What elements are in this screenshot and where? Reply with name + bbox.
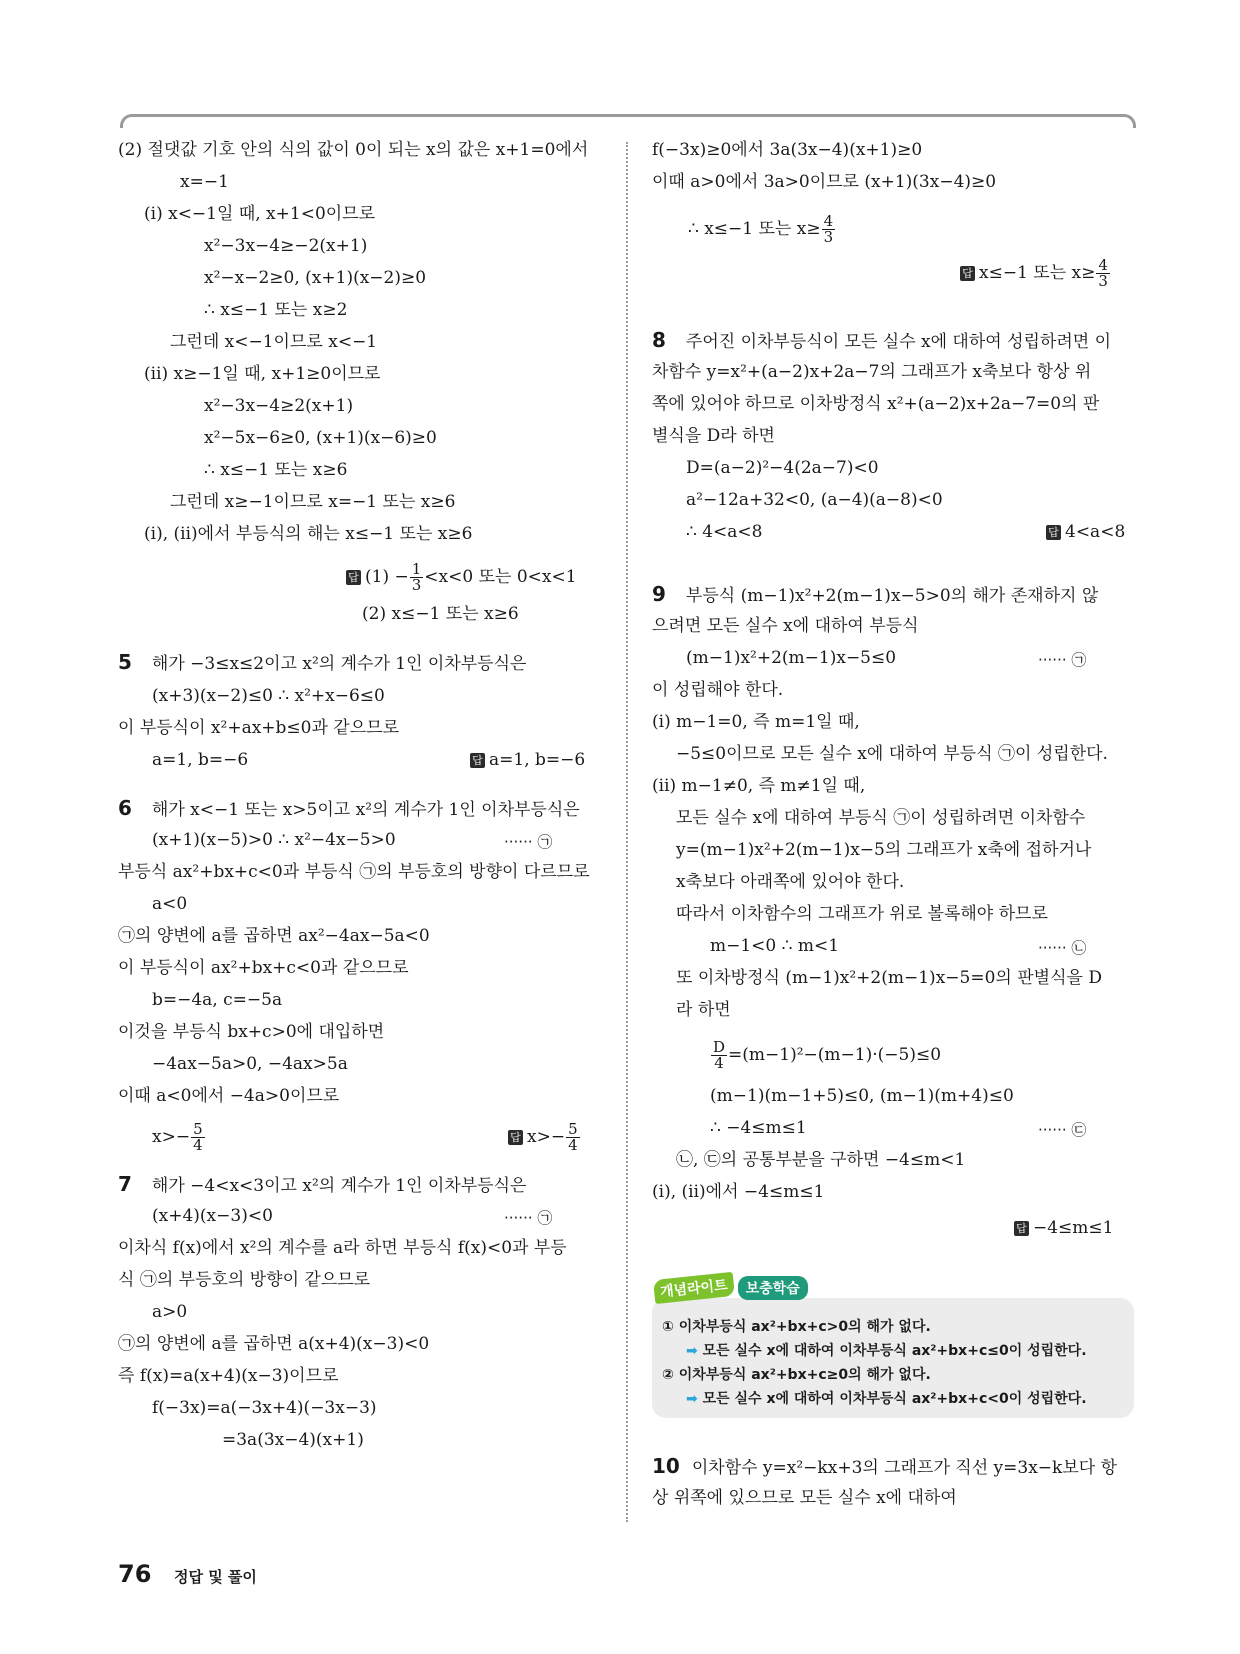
text-line: 이때 a<0에서 −4a>0이므로 (118, 1086, 340, 1106)
text-line: m−1<0 ∴ m<1 (710, 936, 840, 956)
problem-7 (118, 1174, 526, 1196)
text-line: f(−3x)=a(−3x+4)(−3x−3) (152, 1398, 377, 1418)
equation-marker: ······ ㉠ (504, 833, 553, 851)
text-line: (m−1)(m−1+5)≤0, (m−1)(m+4)≤0 (710, 1086, 1014, 1106)
page-number: 76 (118, 1560, 152, 1588)
answer-text: a=1, b=−6 (489, 750, 586, 770)
tip-badge-brand: 개념라이트 (653, 1272, 735, 1304)
problem-number: 7 (118, 1172, 132, 1196)
equation-marker: ······ ㉠ (1038, 651, 1087, 669)
text-line: b=−4a, c=−5a (152, 990, 283, 1010)
answer-text: 4<a<8 (1065, 522, 1126, 542)
text-line: y=(m−1)x²+2(m−1)x−5의 그래프가 x축에 접하거나 (676, 840, 1092, 860)
fraction (410, 562, 424, 593)
problem-number: 10 (652, 1454, 680, 1478)
text-line: 식 ㉠의 부등호의 방향이 같으므로 (118, 1270, 371, 1290)
text-line: (ⅱ) x≥−1일 때, x+1≥0이므로 (144, 364, 381, 384)
text-line: ㉡, ㉢의 공통부분을 구하면 −4≤m<1 (676, 1150, 966, 1170)
tip-line: ② 이차부등식 ax²+bx+c≥0의 해가 없다. (662, 1367, 931, 1383)
denominator: 3 (1098, 272, 1108, 290)
text-line: (x+1)(x−5)>0 ∴ x²−4x−5>0 (152, 830, 396, 850)
numerator: 1 (411, 560, 422, 578)
text-line: ∴ 4<a<8 (686, 522, 763, 542)
text-line: 모든 실수 x에 대하여 부등식 ㉠이 성립하려면 이차함수 (676, 808, 1086, 828)
text-line: (ⅰ), (ⅱ)에서 −4≤m≤1 (652, 1182, 825, 1202)
text-line: (2) 절댓값 기호 안의 식의 값이 0이 되는 x의 값은 x+1=0에서 (118, 140, 589, 160)
problem-6 (118, 798, 580, 820)
answer-line (1046, 522, 1125, 542)
answer-text: −4≤m≤1 (1033, 1218, 1114, 1238)
text-line (152, 1122, 206, 1153)
problem-5 (118, 652, 526, 674)
tip-line (686, 1340, 1087, 1360)
text-line: 해가 x<−1 또는 x>5이고 x²의 계수가 1인 이차부등식은 (151, 800, 580, 820)
answer-line (346, 562, 577, 593)
equation-marker: ······ ㉢ (1038, 1121, 1087, 1139)
answer-text: <x<0 또는 0<x<1 (424, 567, 577, 587)
tip-text: 모든 실수 x에 대하여 이차부등식 ax²+bx+c<0이 성립한다. (702, 1391, 1087, 1407)
tip-text: 모든 실수 x에 대하여 이차부등식 ax²+bx+c≤0이 성립한다. (702, 1343, 1087, 1359)
text-line: 해가 −4<x<3이고 x²의 계수가 1인 이차부등식은 (151, 1176, 527, 1196)
fraction (822, 214, 836, 245)
text-line: 부등식 ax²+bx+c<0과 부등식 ㉠의 부등호의 방향이 다르므로 (118, 862, 590, 882)
tip-badge (654, 1276, 808, 1300)
text-line: ∴ x≤−1 또는 x≥2 (204, 300, 348, 320)
problem-number: 5 (118, 650, 132, 674)
answer-text: x>− (527, 1127, 566, 1147)
denominator: 3 (411, 576, 422, 594)
text-line: 이 부등식이 x²+ax+b≤0과 같으므로 (118, 718, 399, 738)
text-line: 이 성립해야 한다. (652, 680, 784, 700)
text-line: =3a(3x−4)(x+1) (222, 1430, 364, 1450)
answer-icon: 답 (508, 1130, 523, 1145)
text-line: 별식을 D라 하면 (652, 426, 775, 446)
text-line: −5≤0이므로 모든 실수 x에 대하여 부등식 ㉠이 성립한다. (676, 744, 1108, 764)
arrow-icon: ➡ (686, 1391, 698, 1407)
text-line: 그런데 x<−1이므로 x<−1 (170, 332, 378, 352)
problem-number: 9 (652, 582, 666, 606)
tip-box (652, 1298, 1134, 1418)
fraction (566, 1122, 580, 1153)
text-line: 상 위쪽에 있으므로 모든 실수 x에 대하여 (652, 1488, 957, 1508)
denominator: 4 (714, 1054, 724, 1072)
equation-marker: ······ ㉡ (1038, 939, 1087, 957)
text-line: 이 부등식이 ax²+bx+c<0과 같으므로 (118, 958, 409, 978)
text-line: −4ax−5a>0, −4ax>5a (152, 1054, 348, 1074)
text-line: 또 이차방정식 (m−1)x²+2(m−1)x−5=0의 판별식을 D (676, 968, 1102, 988)
text-line: (ⅰ), (ⅱ)에서 부등식의 해는 x≤−1 또는 x≥6 (144, 524, 473, 544)
text-line: 쪽에 있어야 하므로 이차방정식 x²+(a−2)x+2a−7=0의 판 (652, 394, 1100, 414)
text-line: x²−x−2≥0, (x+1)(x−2)≥0 (204, 268, 427, 288)
answer-icon: 답 (1014, 1221, 1029, 1236)
column-divider (626, 142, 628, 1522)
problem-10 (652, 1456, 1117, 1478)
answer-line (508, 1122, 581, 1153)
denominator: 4 (193, 1136, 203, 1154)
text-line: x²−3x−4≥−2(x+1) (204, 236, 368, 256)
text-line: 차함수 y=x²+(a−2)x+2a−7의 그래프가 x축보다 항상 위 (652, 362, 1092, 382)
text-line (710, 1040, 941, 1071)
tip-badge-label: 보충학습 (738, 1276, 808, 1300)
fraction (1096, 258, 1110, 289)
text-line: ∴ −4≤m≤1 (710, 1118, 807, 1138)
problem-number: 8 (652, 328, 666, 352)
answer-text: x≤−1 또는 x≥ (979, 263, 1096, 283)
text-line: x축보다 아래쪽에 있어야 한다. (676, 872, 905, 892)
text-line: ㉠의 양변에 a를 곱하면 a(x+4)(x−3)<0 (118, 1334, 430, 1354)
text-line: a>0 (152, 1302, 188, 1322)
text-line: 이때 a>0에서 3a>0이므로 (x+1)(3x−4)≥0 (652, 172, 997, 192)
text-line: ㉠의 양변에 a를 곱하면 ax²−4ax−5a<0 (118, 926, 430, 946)
expr: x>− (152, 1127, 191, 1147)
text-line: x²−5x−6≥0, (x+1)(x−6)≥0 (204, 428, 437, 448)
text-line: x=−1 (180, 172, 229, 192)
numerator: 5 (568, 1120, 578, 1138)
text-line: (ⅰ) m−1=0, 즉 m=1일 때, (652, 712, 860, 732)
text-line: 라 하면 (676, 1000, 731, 1020)
text-line: 이차함수 y=x²−kx+3의 그래프가 직선 y=3x−k보다 항 (691, 1458, 1118, 1478)
text-line: 이것을 부등식 bx+c>0에 대입하면 (118, 1022, 385, 1042)
answer-line (1014, 1218, 1113, 1238)
expr: =(m−1)²−(m−1)·(−5)≤0 (728, 1045, 942, 1065)
text-line: (ⅰ) x<−1일 때, x+1<0이므로 (144, 204, 376, 224)
denominator: 3 (823, 228, 834, 246)
text-line: (m−1)x²+2(m−1)x−5≤0 (686, 648, 897, 668)
text-line: 그런데 x≥−1이므로 x=−1 또는 x≥6 (170, 492, 456, 512)
text-line (688, 214, 836, 245)
text-line: (x+4)(x−3)<0 (152, 1206, 273, 1226)
tip-line: ① 이차부등식 ax²+bx+c>0의 해가 없다. (662, 1319, 931, 1335)
arrow-icon: ➡ (686, 1343, 698, 1359)
tip-line (686, 1388, 1087, 1408)
text-line: 해가 −3≤x≤2이고 x²의 계수가 1인 이차부등식은 (151, 654, 527, 674)
numerator: 4 (823, 212, 834, 230)
text-line: 부등식 (m−1)x²+2(m−1)x−5>0의 해가 존재하지 않 (685, 586, 1099, 606)
answer-line (470, 750, 585, 770)
expr: ∴ x≤−1 또는 x≥ (688, 219, 821, 239)
text-line: 이차식 f(x)에서 x²의 계수를 a라 하면 부등식 f(x)<0과 부등 (118, 1238, 567, 1258)
numerator: D (713, 1038, 726, 1056)
numerator: 5 (193, 1120, 203, 1138)
text-line: 즉 f(x)=a(x+4)(x−3)이므로 (118, 1366, 339, 1386)
text-line: 으려면 모든 실수 x에 대하여 부등식 (652, 616, 919, 636)
text-line: x²−3x−4≥2(x+1) (204, 396, 354, 416)
text-line: 주어진 이차부등식이 모든 실수 x에 대하여 성립하려면 이 (685, 332, 1112, 352)
numerator: 4 (1098, 256, 1108, 274)
text-line: (x+3)(x−2)≤0 ∴ x²+x−6≤0 (152, 686, 385, 706)
text-line: 따라서 이차함수의 그래프가 위로 볼록해야 하므로 (676, 904, 1048, 924)
answer-text: (1) − (365, 567, 409, 587)
equation-marker: ······ ㉠ (504, 1209, 553, 1227)
answer-icon: 답 (470, 753, 485, 768)
problem-8 (652, 330, 1111, 352)
fraction (711, 1040, 727, 1071)
top-border (120, 114, 1136, 128)
text-line: a=1, b=−6 (152, 750, 249, 770)
text-line: a²−12a+32<0, (a−4)(a−8)<0 (686, 490, 943, 510)
text-line: ∴ x≤−1 또는 x≥6 (204, 460, 348, 480)
problem-9 (652, 584, 1098, 606)
text-line: (ⅱ) m−1≠0, 즉 m≠1일 때, (652, 776, 866, 796)
text-line: D=(a−2)²−4(2a−7)<0 (686, 458, 879, 478)
answer-icon: 답 (346, 570, 361, 585)
page-label: 정답 및 풀이 (174, 1568, 257, 1586)
answer-line (960, 258, 1111, 289)
text-line: f(−3x)≥0에서 3a(3x−4)(x+1)≥0 (652, 140, 923, 160)
fraction (191, 1122, 205, 1153)
answer-line: (2) x≤−1 또는 x≥6 (362, 604, 519, 624)
text-line: a<0 (152, 894, 188, 914)
problem-number: 6 (118, 796, 132, 820)
answer-icon: 답 (960, 266, 975, 281)
answer-icon: 답 (1046, 525, 1061, 540)
denominator: 4 (568, 1136, 578, 1154)
